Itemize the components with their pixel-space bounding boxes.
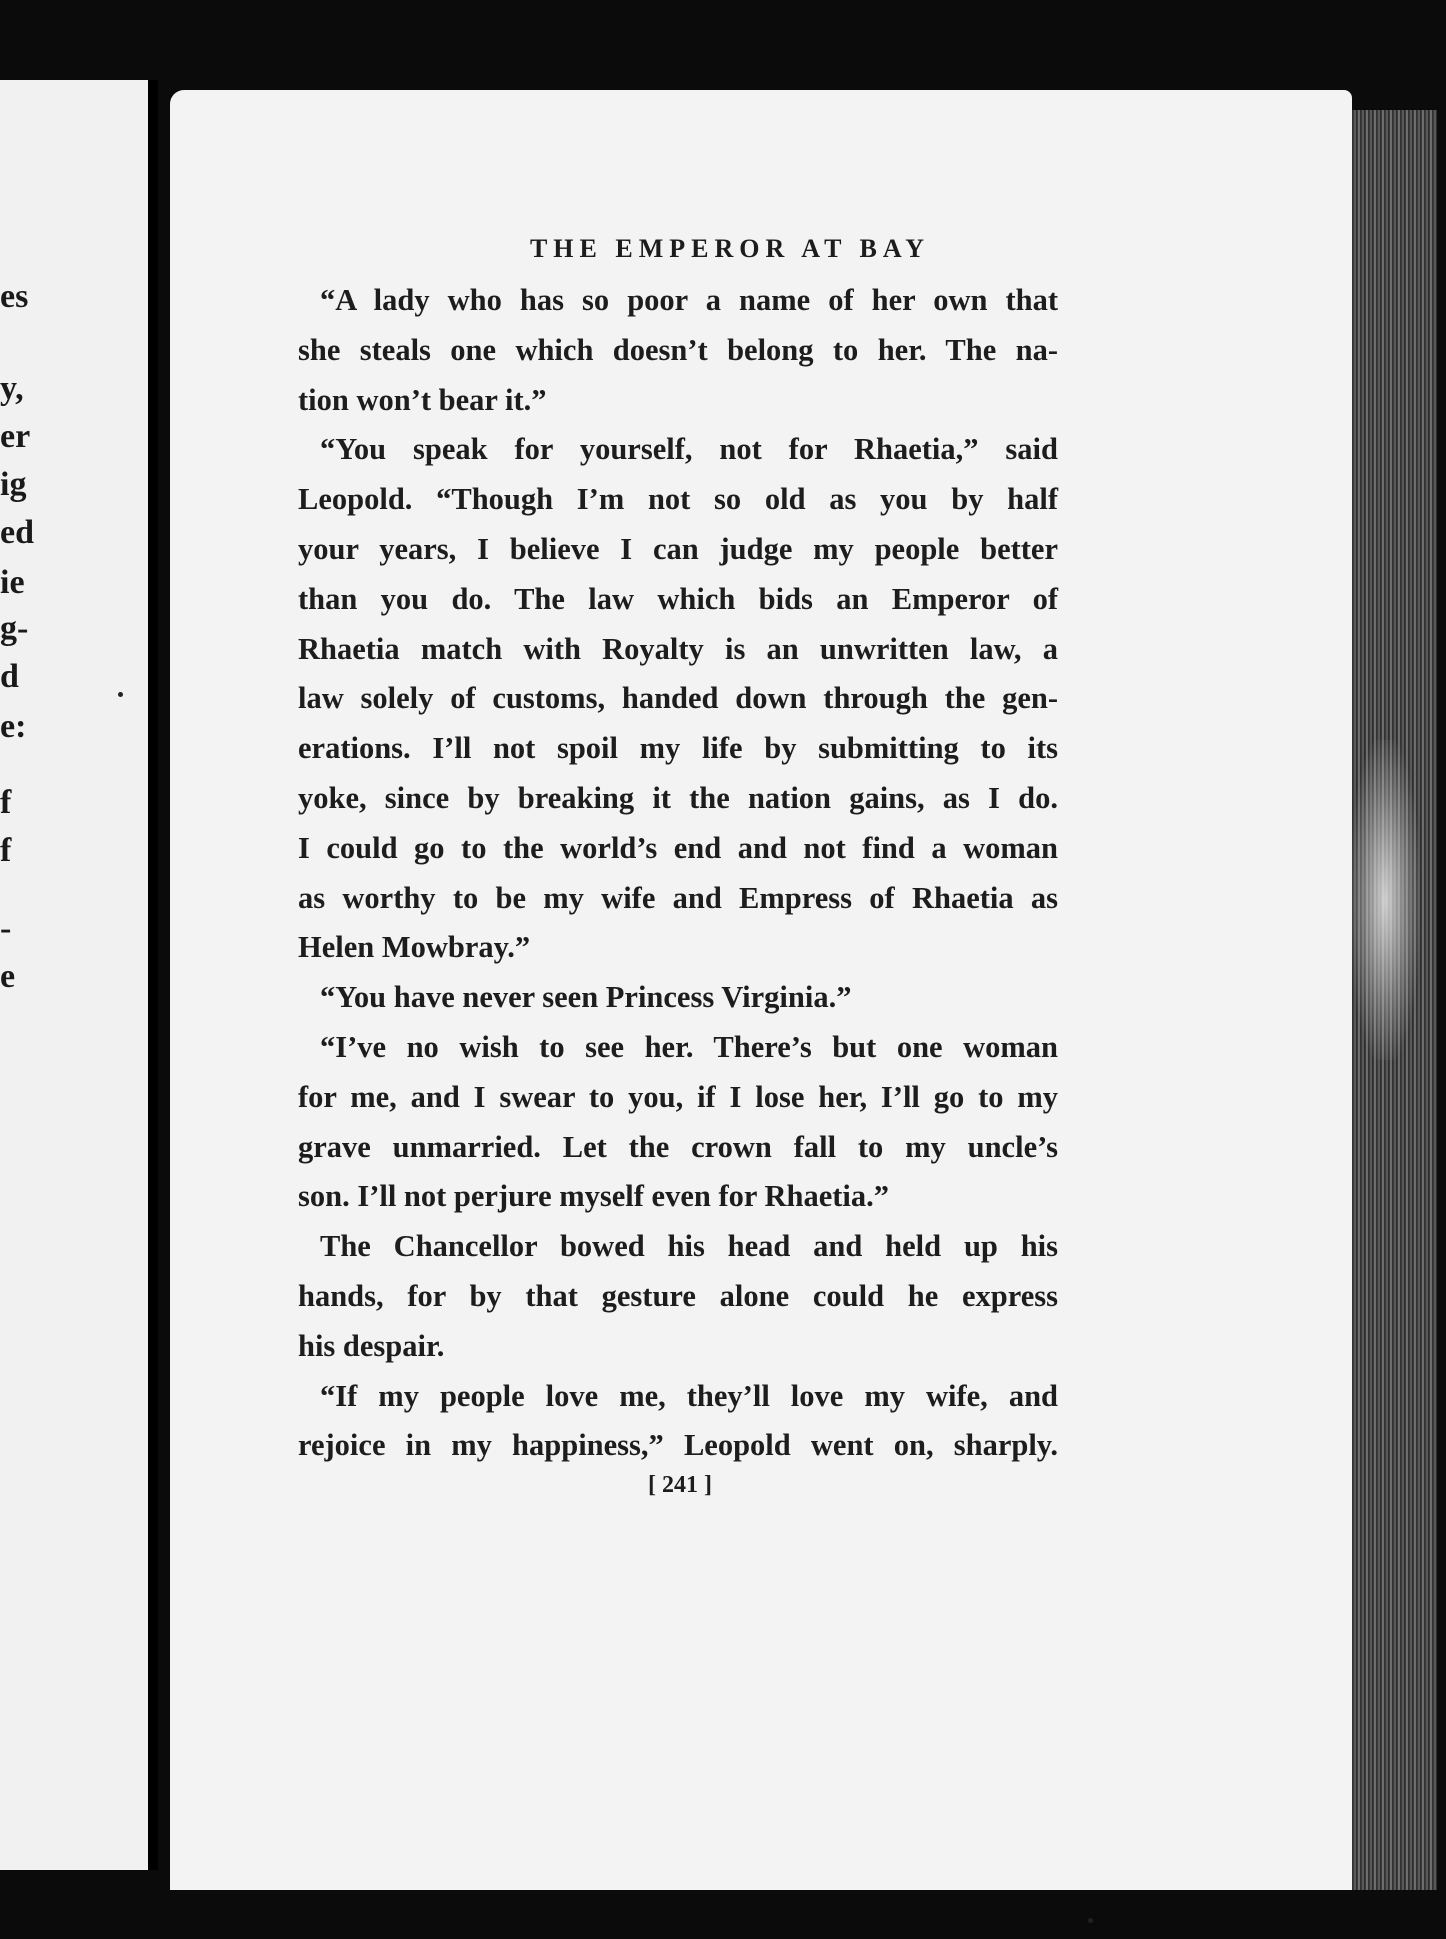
text-line: his despair. (298, 1328, 445, 1363)
previous-page-fragment: - (0, 910, 12, 947)
text-line: son. I’ll not perjure myself even for Rhaetia.” (298, 1179, 890, 1214)
text-line: The Chancellor bowed his head and held up his (320, 1229, 1058, 1264)
previous-page-fragment: e (0, 958, 16, 995)
text-line: yoke, since by breaking it the nation gains, as I do. (298, 780, 1058, 815)
previous-page-fragment: g- (0, 610, 29, 647)
text-line: “If my people love me, they’ll love my wife, and (320, 1378, 1058, 1413)
previous-page-fragment: f (0, 784, 12, 821)
previous-page-fragment: ig (0, 466, 27, 503)
previous-page-fragment: er (0, 418, 31, 455)
text-line: as worthy to be my wife and Empress of Rhaetia as (298, 880, 1058, 915)
text-line: rejoice in my happiness,” Leopold went on, sharply. (298, 1428, 1058, 1463)
text-line: “A lady who has so poor a name of her own that (320, 283, 1058, 317)
previous-page-fragment: e: (0, 708, 27, 745)
text-line: hands, for by that gesture alone could he express (298, 1278, 1058, 1313)
previous-page-fragment: d (0, 658, 19, 695)
text-line: “I’ve no wish to see her. There’s but one woman (320, 1029, 1058, 1064)
text-line: “You speak for yourself, not for Rhaetia,” said (320, 432, 1058, 467)
running-head: THE EMPEROR AT BAY (529, 234, 931, 263)
text-line: your years, I believe I can judge my people better (298, 531, 1058, 566)
text-line: I could go to the world’s end and not find a woman (298, 830, 1058, 865)
text-line: tion won’t bear it.” (298, 382, 547, 417)
text-line: she steals one which doesn’t belong to her. The na- (298, 332, 1058, 367)
text-line: grave unmarried. Let the crown fall to my uncle’s (298, 1129, 1058, 1164)
text-line: for me, and I swear to you, if I lose her, I’ll go to my (298, 1079, 1058, 1114)
previous-page-edge (0, 80, 158, 1870)
ink-speck (1088, 1918, 1093, 1923)
previous-page-fragment: f (0, 832, 12, 869)
previous-page-fragment: ed (0, 514, 34, 551)
book-page (170, 90, 1352, 1890)
body-text (298, 276, 1058, 1471)
text-line: law solely of customs, handed down through the gen- (298, 681, 1058, 716)
previous-page-fragment: es (0, 278, 29, 315)
text-line: Helen Mowbray.” (298, 930, 531, 965)
text-line: Leopold. “Though I’m not so old as you by half (298, 482, 1058, 517)
page-number: [ 241 ] (648, 1472, 712, 1498)
previous-page-fragment: ie (0, 564, 25, 601)
previous-page-fragment: y, (0, 370, 24, 407)
text-line: erations. I’ll not spoil my life by submitting to its (298, 731, 1058, 766)
text-line: “You have never seen Princess Virginia.” (320, 980, 852, 1015)
text-line: Rhaetia match with Royalty is an unwritten law, a (298, 631, 1058, 666)
ink-speck (118, 692, 123, 697)
torn-page-edge (1350, 740, 1420, 1060)
text-line: than you do. The law which bids an Emperor of (298, 581, 1058, 616)
